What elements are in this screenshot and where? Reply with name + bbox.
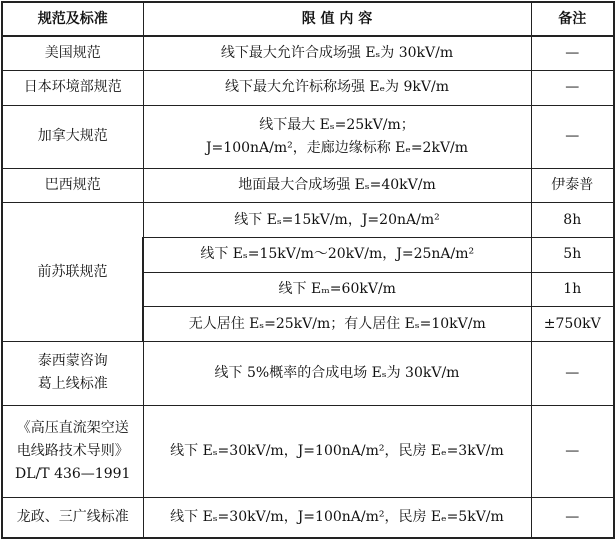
standard-line: 前苏联规范 <box>37 263 108 280</box>
note: 8h <box>531 203 614 238</box>
note: — <box>531 406 614 498</box>
note: 1h <box>531 272 614 307</box>
header-row <box>2 2 614 36</box>
limit-line: 地面最大合成场强 Eₛ=40kV/m <box>238 177 436 194</box>
standard-line: 《高压直流架空送 <box>16 419 129 436</box>
limit-line: 线下 Eₛ=15kV/m～20kV/m，J=25nA/m² <box>200 246 475 263</box>
limit-line: 线下最大允许合成场强 Eₛ为 30kV/m <box>220 45 454 62</box>
limit-line: 无人居住 Eₛ=25kV/m；有人居住 Eₛ=10kV/m <box>188 315 486 332</box>
standard-line: 电线路技术导则》 <box>16 442 129 459</box>
note: — <box>531 36 614 71</box>
table-row <box>2 341 614 405</box>
limit-content <box>143 168 531 203</box>
table-row <box>2 203 614 238</box>
standard-line: 加拿大规范 <box>37 128 108 145</box>
standard-line: 巴西规范 <box>44 177 101 194</box>
header-note: 备注 <box>531 2 614 36</box>
table-row <box>2 406 614 498</box>
limit-line: J=100nA/m²，走廊边缘标称 Eₑ=2kV/m <box>205 139 469 156</box>
table-row <box>2 497 614 538</box>
standard-name <box>2 36 143 71</box>
standard-name <box>2 497 143 538</box>
limit-content <box>143 36 531 71</box>
header-standard: 规范及标准 <box>2 2 143 36</box>
table-row <box>2 71 614 106</box>
standard-line: 龙政、三广线标准 <box>16 508 129 525</box>
header-limit: 限 值 内 容 <box>143 2 531 36</box>
limit-line: 线下 Eₛ=15kV/m，J=20nA/m² <box>234 211 440 228</box>
limit-content <box>143 238 531 273</box>
limit-line: 线下 Eₛ=30kV/m，J=100nA/m²，民房 Eₑ=5kV/m <box>170 508 504 525</box>
standard-name <box>2 168 143 203</box>
limit-content <box>143 105 531 168</box>
limit-content <box>143 272 531 307</box>
note: — <box>531 341 614 405</box>
table-row <box>2 168 614 203</box>
standard-line: 美国规范 <box>44 45 101 62</box>
standard-name <box>2 406 143 498</box>
limit-content <box>143 497 531 538</box>
limit-line: 线下 5%概率的合成电场 Eₛ为 30kV/m <box>214 364 460 381</box>
note: — <box>531 105 614 168</box>
standard-line: 葛上线标准 <box>37 376 108 393</box>
table-row <box>2 105 614 168</box>
note: ±750kV <box>531 307 614 342</box>
table-row <box>2 36 614 71</box>
limit-content <box>143 203 531 238</box>
standard-line: 泰西蒙咨询 <box>37 353 108 370</box>
limit-content <box>143 307 531 342</box>
standard-name <box>2 105 143 168</box>
standard-line: 日本环境部规范 <box>23 79 122 96</box>
standard-name <box>2 203 143 341</box>
standard-name <box>2 71 143 106</box>
limit-line: 线下 Eₘ=60kV/m <box>278 280 396 297</box>
limit-line: 线下 Eₛ=30kV/m，J=100nA/m²，民房 Eₑ=3kV/m <box>170 442 504 459</box>
limit-content <box>143 71 531 106</box>
limit-content <box>143 406 531 498</box>
limit-line: 线下最大允许标称场强 Eₑ为 9kV/m <box>224 79 450 96</box>
limit-line: 线下最大 Eₛ=25kV/m； <box>259 116 415 133</box>
note: — <box>531 71 614 106</box>
limit-content <box>143 341 531 405</box>
standards-table <box>1 1 615 539</box>
note: 5h <box>531 238 614 273</box>
standard-line: DL/T 436—1991 <box>15 465 131 482</box>
note: 伊泰普 <box>531 168 614 203</box>
standard-name <box>2 341 143 405</box>
note: — <box>531 497 614 538</box>
